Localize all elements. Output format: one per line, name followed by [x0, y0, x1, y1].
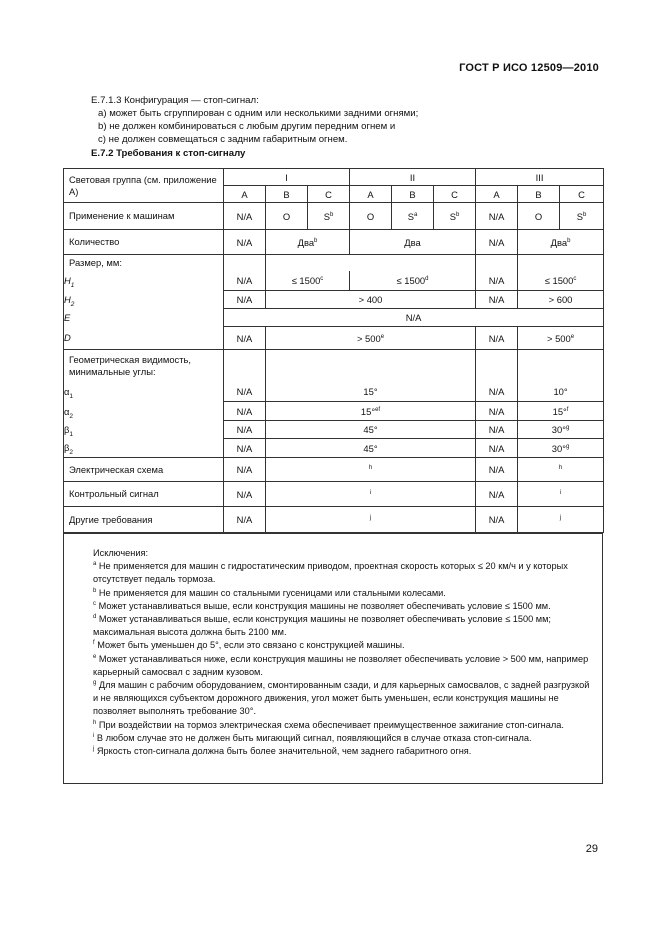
beta2-cell: 45° — [266, 439, 476, 458]
footnote-j: $^j$ Яркость стоп-сигнала должна быть более значительной, чем заднего габаритного огня. — [93, 745, 472, 757]
sub-col: C — [560, 186, 604, 203]
intro-section — [91, 94, 611, 160]
application-cell: $S^b$ — [560, 203, 604, 230]
footnotes-title: Исключения: — [93, 548, 148, 558]
requirements-table — [63, 168, 604, 533]
control-cell: N/A — [224, 482, 266, 507]
control-cell: i — [266, 482, 476, 507]
other-label: Другие требования — [64, 507, 224, 533]
d-cell: N/A — [224, 327, 266, 350]
footnote-c: $^c$ Может устанавливаться выше, если конструкция машины не позволяет обеспечивать условие ≤ 1500 мм. — [93, 600, 551, 611]
electric-cell: h — [266, 458, 476, 482]
sub-col: A — [350, 186, 392, 203]
other-cell: N/A — [224, 507, 266, 533]
d-cell: > $500^e$ — [518, 327, 604, 350]
section-heading: Е.7.2 Требования к стоп-сигналу — [91, 148, 246, 159]
h2-cell: > 400 — [266, 291, 476, 309]
document-header: ГОСТ Р ИСО 12509—2010 — [459, 62, 599, 74]
beta2-cell: N/A — [224, 439, 266, 458]
sub-col: A — [224, 186, 266, 203]
h1-cell: N/A — [476, 271, 518, 291]
application-cell: $S^a$ — [392, 203, 434, 230]
alpha1-cell: 10° — [518, 382, 604, 402]
footnote-f: $^f$ Может быть уменьшен до 5°, если это связано с конструкцией машины. — [93, 640, 405, 651]
other-cell: N/A — [476, 507, 518, 533]
quantity-label: Количество — [64, 230, 224, 255]
h2-cell: > 600 — [518, 291, 604, 309]
group-II: II — [350, 169, 476, 186]
page-number: 29 — [585, 843, 598, 855]
geo-label: Геометрическая видимость, минимальные углы: — [64, 350, 224, 382]
group-label: Световая группа (см. приложение А) — [64, 169, 224, 203]
section-e713: Е.7.1.3 Конфигурация — стоп-сигнал: — [91, 95, 259, 106]
sub-col: B — [266, 186, 308, 203]
quantity-cell: Два$^b$ — [266, 230, 350, 255]
other-cell: j — [266, 507, 476, 533]
d-label: D — [64, 327, 224, 350]
application-cell: O — [266, 203, 308, 230]
group-I: I — [224, 169, 350, 186]
sub-col: B — [392, 186, 434, 203]
item-b: b) не должен комбинироваться с любым другим передним огнем и — [98, 121, 396, 132]
application-cell: O — [350, 203, 392, 230]
beta2-label: $\beta_2$ — [64, 439, 224, 458]
beta1-cell: N/A — [476, 421, 518, 439]
footnote-d: $^d$ Может устанавливаться выше, если конструкция машины не позволяет обеспечивать условие ≤ 1500 мм; максимальная высота должна быть 2100 мм. — [93, 613, 551, 638]
quantity-cell: Два — [350, 230, 476, 255]
item-a: а) может быть сгруппирован с одним или несколькими задними огнями; — [98, 108, 419, 119]
electric-cell: h — [518, 458, 604, 482]
sub-col: C — [308, 186, 350, 203]
beta1-label: $\beta_1$ — [64, 421, 224, 439]
h1-cell: ≤ $1500^c$ — [266, 271, 350, 291]
electric-cell: N/A — [224, 458, 266, 482]
alpha2-cell: 15°$^f$ — [518, 402, 604, 421]
item-c: с) не должен совмещаться с задним габаритным огнем. — [98, 134, 348, 145]
beta2-cell: 30°$^g$ — [518, 439, 604, 458]
other-cell: j — [518, 507, 604, 533]
alpha1-cell: 15° — [266, 382, 476, 402]
footnote-e: $^e$ Может устанавливаться ниже, если конструкция машины не позволяет обеспечивать условие > 500 мм, например карьерный самосвал с задним кузовом. — [93, 653, 589, 677]
quantity-cell: N/A — [476, 230, 518, 255]
beta1-cell: 45° — [266, 421, 476, 439]
e-cell: N/A — [224, 309, 604, 327]
h2-label: $H_2$ — [64, 291, 224, 309]
alpha2-cell: N/A — [476, 402, 518, 421]
control-cell: N/A — [476, 482, 518, 507]
d-cell: N/A — [476, 327, 518, 350]
size-label: Размер, мм: — [64, 255, 224, 271]
footnote-a: $^a$ Не применяется для машин с гидростатическим приводом, проектная скорость которых ≤ 20 км/ч и у которых отсутствует педаль тормоза. — [93, 561, 568, 585]
application-cell: O — [518, 203, 560, 230]
h2-cell: N/A — [476, 291, 518, 309]
application-label: Применение к машинам — [64, 203, 224, 230]
electric-label: Электрическая схема — [64, 458, 224, 482]
quantity-cell: Два$^b$ — [518, 230, 604, 255]
application-cell: $S^b$ — [308, 203, 350, 230]
alpha2-cell: N/A — [224, 402, 266, 421]
beta1-cell: N/A — [224, 421, 266, 439]
application-cell: $S^b$ — [434, 203, 476, 230]
h1-cell: ≤ $1500^d$ — [350, 271, 476, 291]
footnote-g: $^g$ Для машин с рабочим оборудованием, смонтированным сзади, и для карьерных самосвалов, с задней разгрузкой и не являющихся субъектом дорожного движения, угол может быть уменьшен, если конструкция машины не позволяет выполнять требование 30°. — [93, 679, 590, 717]
h1-cell: N/A — [224, 271, 266, 291]
electric-cell: N/A — [476, 458, 518, 482]
e-label: E — [64, 309, 224, 327]
alpha2-label: $\alpha_2$ — [64, 402, 224, 421]
h2-cell: N/A — [224, 291, 266, 309]
beta1-cell: 30°$^g$ — [518, 421, 604, 439]
control-label: Контрольный сигнал — [64, 482, 224, 507]
d-cell: > $500^e$ — [266, 327, 476, 350]
footnote-i: $^i$ В любом случае это не должен быть мигающий сигнал, появляющийся в случае отказа стоп-сигнала. — [93, 732, 532, 743]
footnotes-box — [63, 533, 603, 784]
group-III: III — [476, 169, 604, 186]
sub-col: C — [434, 186, 476, 203]
h1-cell: ≤ $1500^c$ — [518, 271, 604, 291]
application-cell: N/A — [476, 203, 518, 230]
alpha1-cell: N/A — [476, 382, 518, 402]
sub-col: A — [476, 186, 518, 203]
sub-col: B — [518, 186, 560, 203]
alpha1-label: $\alpha_1$ — [64, 382, 224, 402]
quantity-cell: N/A — [224, 230, 266, 255]
alpha2-cell: 15°$^{ef}$ — [266, 402, 476, 421]
alpha1-cell: N/A — [224, 382, 266, 402]
control-cell: i — [518, 482, 604, 507]
application-cell: N/A — [224, 203, 266, 230]
h1-label: $H_1$ — [64, 271, 224, 291]
footnote-b: $^b$ Не применяется для машин со стальными гусеницами или стальными колесами. — [93, 587, 446, 598]
footnote-h: $^h$ При воздействии на тормоз электрическая схема обеспечивает преимущественное зажигание стоп-сигнала. — [93, 719, 564, 730]
beta2-cell: N/A — [476, 439, 518, 458]
